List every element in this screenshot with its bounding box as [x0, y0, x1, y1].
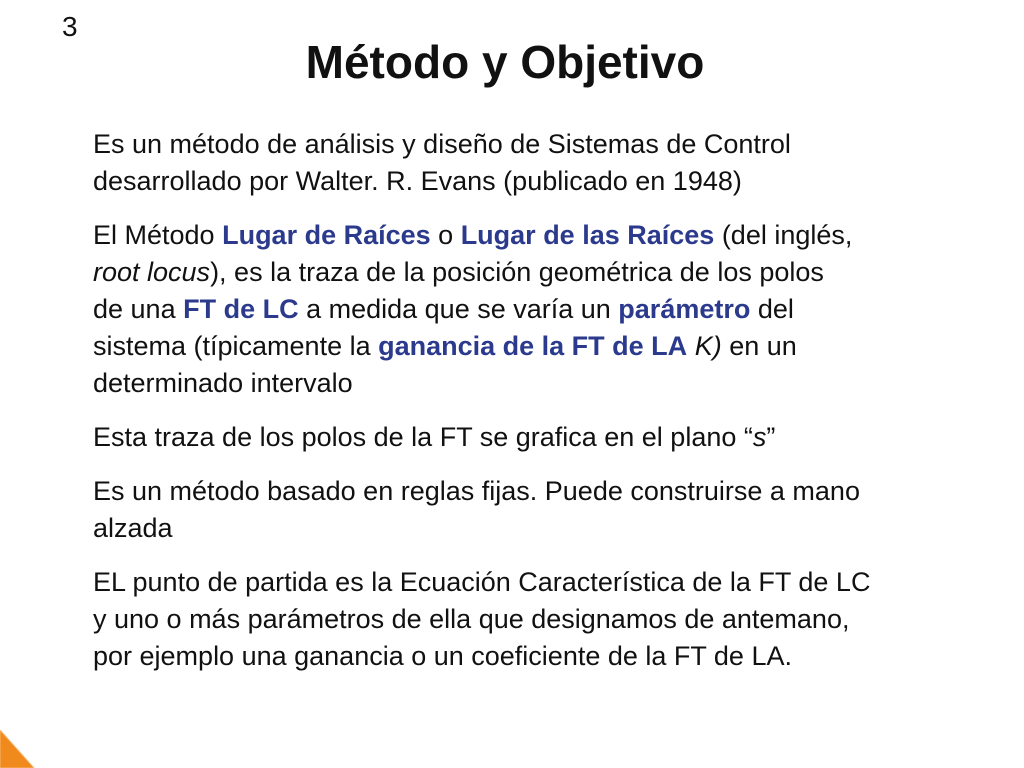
text-span: ” — [766, 422, 776, 452]
text-span: determinado intervalo — [93, 368, 353, 398]
highlight-term: Lugar de las Raíces — [460, 220, 715, 250]
paragraph-fixed-rules — [93, 473, 1013, 547]
paragraph-s-plane — [93, 419, 1013, 456]
text-span: (del inglés, — [714, 220, 853, 250]
text-line: EL punto de partida es la Ecuación Característica de la FT de LC — [93, 567, 871, 597]
highlight-term: FT de LC — [183, 294, 299, 324]
corner-accent-shape — [0, 730, 34, 768]
text-span: en un — [721, 331, 797, 361]
text-span: del — [750, 294, 794, 324]
text-line: Es un método basado en reglas fijas. Puede construirse a mano — [93, 476, 860, 506]
text-line: alzada — [93, 513, 173, 543]
text-span: El Método — [93, 220, 223, 250]
paragraph-root-locus-definition — [93, 217, 1013, 402]
text-span — [687, 331, 695, 361]
highlight-term: ganancia de la FT de LA — [378, 331, 688, 361]
text-span: sistema (típicamente la — [93, 331, 379, 361]
slide-title: Método y Objetivo — [305, 36, 705, 88]
italic-term: root locus — [93, 257, 211, 287]
paragraph-method-origin — [93, 126, 1013, 200]
text-span: o — [430, 220, 461, 250]
page-number: 3 — [62, 11, 78, 42]
highlight-term: Lugar de Raíces — [222, 220, 431, 250]
text-span: ), es la traza de la posición geométrica de los polos — [210, 257, 824, 287]
slide-body — [93, 126, 1013, 692]
text-line: Es un método de análisis y diseño de Sistemas de Control — [93, 129, 791, 159]
text-line: por ejemplo una ganancia o un coeficiente de la FT de LA. — [93, 641, 792, 671]
text-line: desarrollado por Walter. R. Evans (publicado en 1948) — [93, 166, 742, 196]
italic-term: K) — [694, 331, 722, 361]
highlight-term: parámetro — [618, 294, 751, 324]
italic-term: s — [752, 422, 767, 452]
text-span: de una — [93, 294, 184, 324]
corner-accent-triangle — [0, 730, 34, 768]
text-line: y uno o más parámetros de ella que designamos de antemano, — [93, 604, 850, 634]
text-span: a medida que se varía un — [298, 294, 619, 324]
text-span: Esta traza de los polos de la FT se grafica en el plano “ — [93, 422, 753, 452]
paragraph-starting-point — [93, 564, 1013, 675]
